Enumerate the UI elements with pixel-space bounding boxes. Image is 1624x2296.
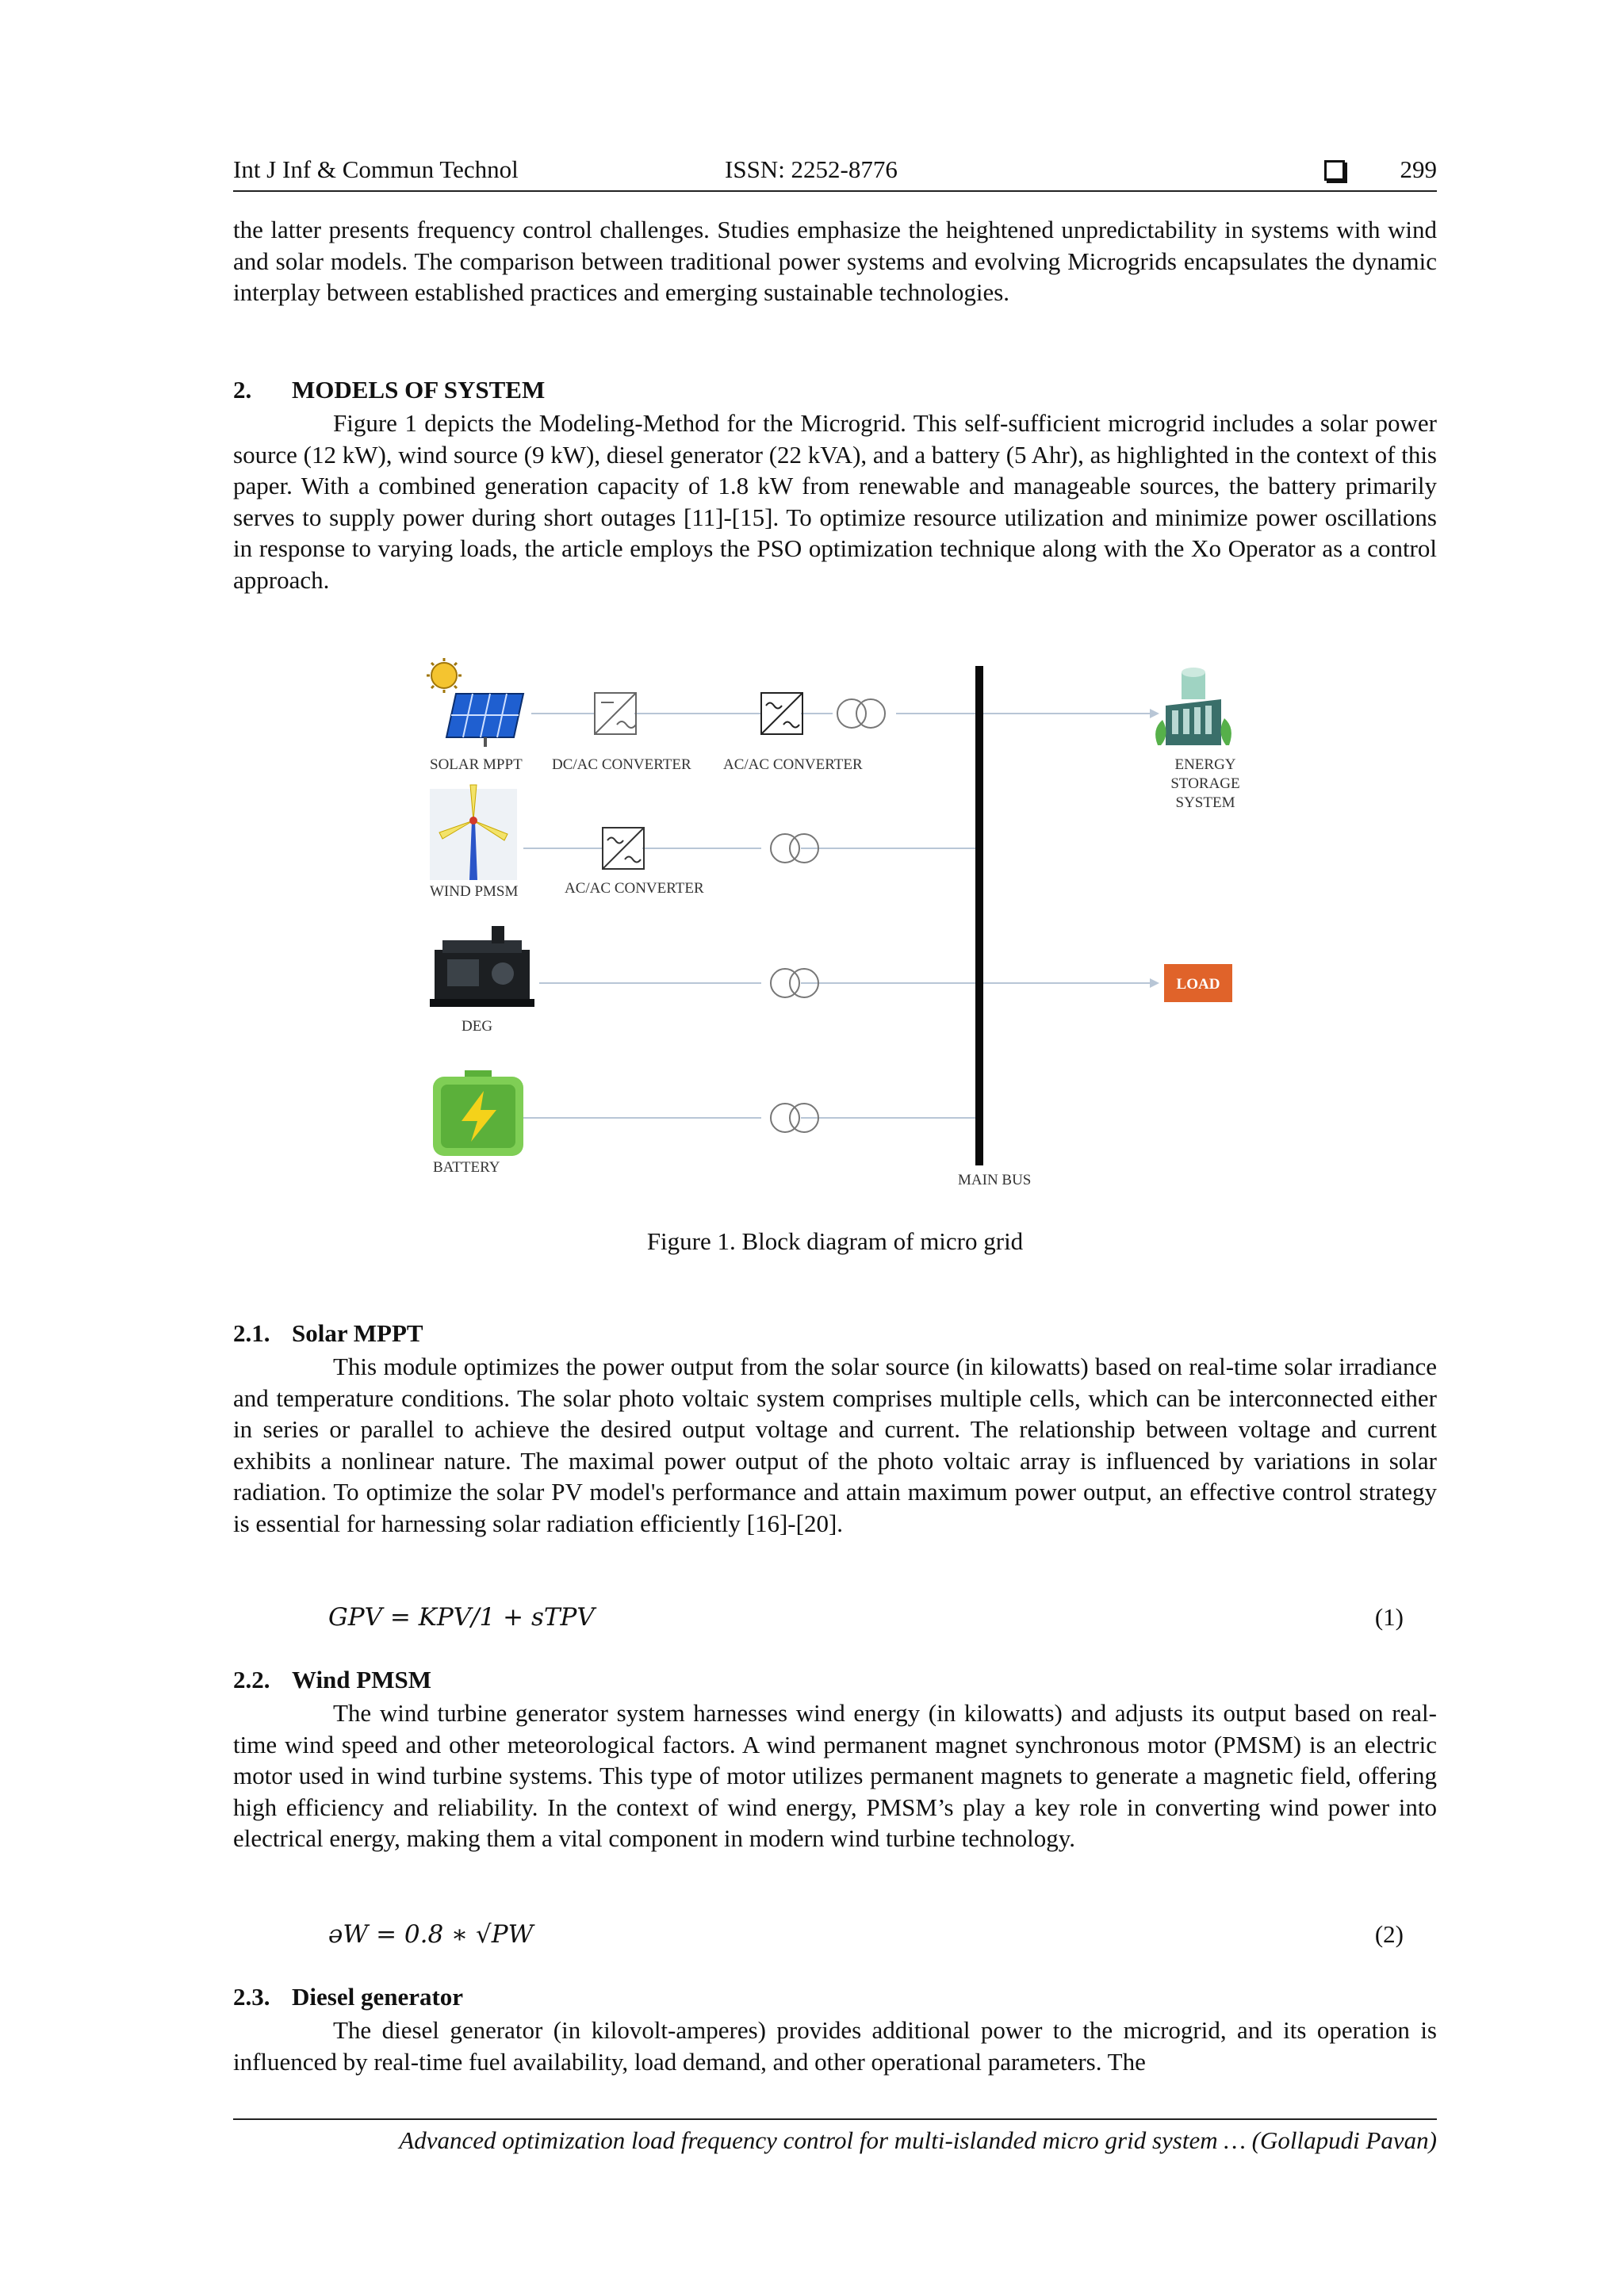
equation-2 [328, 1920, 1404, 1949]
deg-label: DEG [462, 1018, 493, 1035]
dc-ac-converter-icon [595, 693, 636, 734]
ess-label-line3: SYSTEM [1175, 794, 1235, 811]
ac-ac-converter-label: AC/AC CONVERTER [723, 756, 863, 773]
wind-turbine-icon [430, 785, 517, 880]
section-number: 2.1. [233, 1319, 270, 1347]
equation-2-body: əW = 0.8 ∗ √PW [328, 1920, 534, 1949]
box-icon [1324, 160, 1345, 181]
equation-1 [328, 1603, 1404, 1632]
solar-mppt-label: SOLAR MPPT [430, 756, 523, 773]
section-2-1-heading [233, 1319, 423, 1348]
load-label: LOAD [1176, 976, 1220, 993]
section-title: Diesel generator [292, 1983, 464, 2011]
equation-2-number: (2) [1374, 1920, 1404, 1948]
solar-panel-icon [427, 658, 523, 747]
section-number: 2.2. [233, 1666, 270, 1693]
section-number: 2. [233, 376, 252, 404]
equation-1-number: (1) [1374, 1603, 1404, 1631]
section-2-1-paragraph: This module optimizes the power output from the solar source (in kilowatts) based on real-time solar irradiance and temperature conditions. The solar photo voltaic system comprises multiple cells, which can be interconnected either in series or parallel to achieve the desired output voltage and current. The relationship between voltage and current exhibits a nonlinear nature. The maximal power output of the photo voltaic array is influenced by variations in solar radiation. To optimize the solar PV model's performance and attain maximum power output, an effective control strategy is essential for harnessing solar radiation efficiently [16]-[20]. [233, 1353, 1437, 1537]
connection-lines [523, 714, 1150, 1118]
section-number: 2.3. [233, 1983, 270, 2011]
section-2-2-paragraph: The wind turbine generator system harnesses wind energy (in kilowatts) and adjusts its output based on real-time wind speed and other meteorological factors. A wind permanent magnet synchronous motor (PMSM) is an electric motor used in wind turbine systems. This type of motor utilizes permanent magnets to generate a magnetic field, offering high efficiency and reliability. In the context of wind energy, PMSM’s play a key role in converting wind power into electrical energy, making them a vital component in modern wind turbine technology. [233, 1699, 1437, 1852]
arrow-load-icon [1150, 978, 1159, 988]
ac-ac-converter-icon [603, 828, 644, 869]
running-footer: Advanced optimization load frequency control for multi-islanded micro grid system … (Gollapudi Pavan) [233, 2118, 1437, 2155]
wind-pmsm-label: WIND PMSM [430, 883, 519, 900]
figure-1-block-diagram [420, 658, 1277, 1213]
running-header [233, 155, 1437, 192]
dc-ac-converter-label: DC/AC CONVERTER [552, 756, 691, 773]
ess-label-line2: STORAGE [1170, 775, 1240, 792]
section-2-2-heading [233, 1666, 431, 1694]
section-2-heading [233, 376, 545, 404]
section-title: MODELS OF SYSTEM [292, 376, 546, 404]
energy-storage-building-icon [1155, 668, 1231, 745]
ac-ac-converter-icon [761, 693, 802, 734]
section-title: Solar MPPT [292, 1319, 423, 1347]
section-2-3-heading [233, 1983, 463, 2011]
journal-name: Int J Inf & Commun Technol [233, 155, 519, 183]
section-2-3-paragraph: The diesel generator (in kilovolt-amperes) provides additional power to the microgrid, and its operation is influenced by real-time fuel availability, load demand, and other operational parameters. The [233, 2016, 1437, 2076]
diesel-generator-icon [430, 926, 534, 1007]
battery-label: BATTERY [433, 1159, 500, 1176]
equation-1-body: GPV = KPV/1 + sTPV [328, 1603, 595, 1632]
ess-label-line1: ENERGY [1174, 756, 1236, 773]
transformer-icon [837, 699, 885, 728]
figure-1-caption: Figure 1. Block diagram of micro grid [646, 1227, 1024, 1255]
main-bus-label: MAIN BUS [958, 1172, 1032, 1188]
section-2-paragraph: Figure 1 depicts the Modeling-Method for the Microgrid. This self-sufficient microgrid includes a solar power source (12 kW), wind source (9 kW), diesel generator (22 kVA), and a battery (5 Ahr), as highlighted in the context of this paper. With a combined generation capacity of 1.8 kW from renewable and manageable sources, the battery primarily serves to supply power during short outages [11]-[15]. To optimize resource utilization and minimize power oscillations in response to varying loads, the article employs the PSO optimization technique along with the Xo Operator as a control approach. [233, 409, 1438, 594]
section-title: Wind PMSM [292, 1666, 431, 1693]
arrow-ess-icon [1150, 709, 1159, 718]
page-number: 299 [1400, 155, 1437, 183]
battery-icon [433, 1070, 523, 1156]
ac-ac-converter-label-2: AC/AC CONVERTER [565, 880, 704, 897]
intro-paragraph: the latter presents frequency control challenges. Studies emphasize the heightened unpredictability in systems with wind and solar models. The comparison between traditional power systems and evolving Microgrids encapsulates the dynamic interplay between established practices and emerging sustainable technologies. [233, 216, 1437, 306]
issn: ISSN: 2252-8776 [725, 155, 898, 183]
main-bus-bar [975, 666, 983, 1165]
